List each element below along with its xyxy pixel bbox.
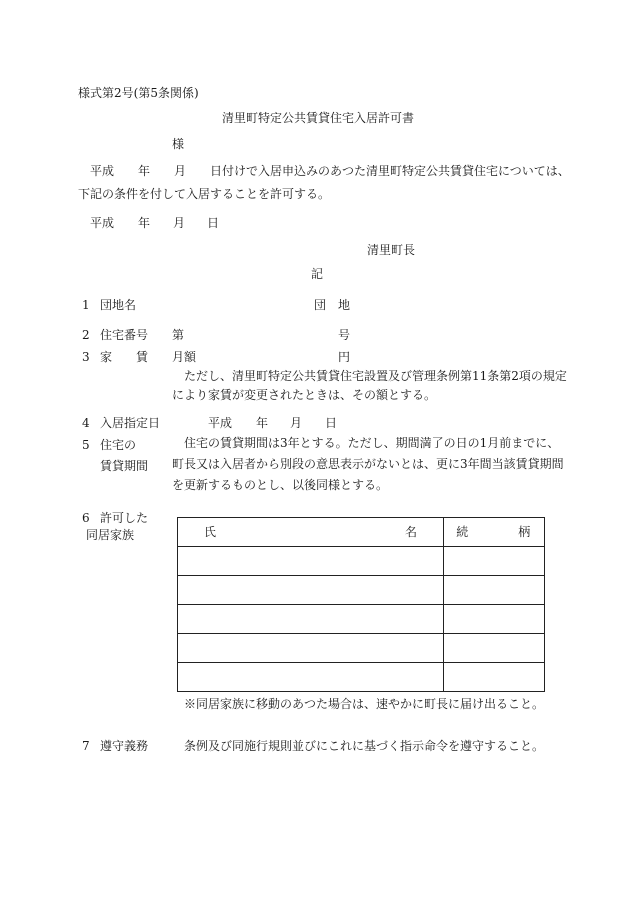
relation-cell[interactable] <box>444 663 545 692</box>
item-7-text: 条例及び同施行規則並びにこれに基づく指示命令を遵守すること。 <box>184 739 545 753</box>
item-6-label-line-2: 同居家族 <box>86 528 135 542</box>
name-cell[interactable] <box>178 576 444 605</box>
table-row <box>178 576 545 605</box>
relation-header-left: 続 <box>456 525 469 539</box>
item-6-number: 6 <box>82 511 90 525</box>
item-5-label-line-2: 賃貸期間 <box>100 459 149 473</box>
item-3-note-line-2: により家賃が変更されたときは、その額とする。 <box>172 388 437 402</box>
item-4-day: 日 <box>325 416 338 430</box>
issuer: 清里町長 <box>367 243 416 257</box>
item-2-label: 住宅番号 <box>100 328 149 342</box>
item-1-suffix: 団 地 <box>314 298 351 312</box>
document-title: 清里町特定公共賃貸住宅入居許可書 <box>222 111 415 125</box>
item-1-label: 団地名 <box>100 298 137 312</box>
table-row <box>178 605 545 634</box>
item-5-label-line-1: 住宅の <box>100 438 137 452</box>
item-1-number: 1 <box>82 298 90 312</box>
form-label: 様式第2号(第5条関係) <box>78 86 199 100</box>
item-2-suffix: 号 <box>338 328 351 342</box>
item-3-label: 家 賃 <box>100 350 149 364</box>
relation-cell[interactable] <box>444 576 545 605</box>
item-4-month: 月 <box>290 416 303 430</box>
date-day: 日 <box>207 216 220 230</box>
relation-header-right: 柄 <box>518 525 531 539</box>
family-table-header-row <box>178 518 545 547</box>
name-cell[interactable] <box>178 634 444 663</box>
item-6-note: ※同居家族に移動のあつた場合は、速やかに町長に届け出ること。 <box>184 697 545 711</box>
item-7-label: 遵守義務 <box>100 739 149 753</box>
ki-marker: 記 <box>311 267 324 281</box>
name-header-left: 氏 <box>204 525 217 539</box>
item-4-year: 年 <box>256 416 269 430</box>
item-5-text-line-1: 住宅の賃貸期間は3年とする。ただし、期間満了の日の1月前までに、 <box>184 436 560 450</box>
addressee-honorific: 様 <box>172 137 185 151</box>
intro-line-1: 平成 年 月 日付けで入居申込みのあつた清里町特定公共賃貸住宅については、 <box>90 164 570 178</box>
relation-cell[interactable] <box>444 634 545 663</box>
item-7-number: 7 <box>82 739 90 753</box>
name-cell[interactable] <box>178 605 444 634</box>
table-row <box>178 634 545 663</box>
item-5-text-line-2: 町長又は入居者から別段の意思表示がないとは、更に3年間当該賃貸期間 <box>172 457 564 471</box>
date-month: 月 <box>173 216 186 230</box>
name-cell[interactable] <box>178 663 444 692</box>
item-3-note-line-1: ただし、清里町特定公共賃貸住宅設置及び管理条例第11条第2項の規定 <box>184 369 567 383</box>
item-4-era: 平成 <box>208 416 233 430</box>
relation-column-header <box>444 518 545 547</box>
intro-line-2: 下記の条件を付して入居することを許可する。 <box>78 187 331 201</box>
item-4-number: 4 <box>82 416 90 430</box>
item-4-label: 入居指定日 <box>100 416 161 430</box>
table-row <box>178 547 545 576</box>
date-year: 年 <box>138 216 151 230</box>
item-5-number: 5 <box>82 438 90 452</box>
item-3-suffix: 円 <box>338 350 351 364</box>
item-3-number: 3 <box>82 350 90 364</box>
relation-cell[interactable] <box>444 547 545 576</box>
relation-cell[interactable] <box>444 605 545 634</box>
name-column-header <box>178 518 444 547</box>
item-3-prefix: 月額 <box>172 350 197 364</box>
family-table <box>177 517 545 692</box>
name-cell[interactable] <box>178 547 444 576</box>
item-5-text-line-3: を更新するものとし、以後同様とする。 <box>172 478 389 492</box>
name-header-right: 名 <box>405 525 418 539</box>
date-era: 平成 <box>90 216 115 230</box>
table-row <box>178 663 545 692</box>
item-2-prefix: 第 <box>172 328 185 342</box>
item-6-label-line-1: 許可した <box>100 511 149 525</box>
item-2-number: 2 <box>82 328 90 342</box>
